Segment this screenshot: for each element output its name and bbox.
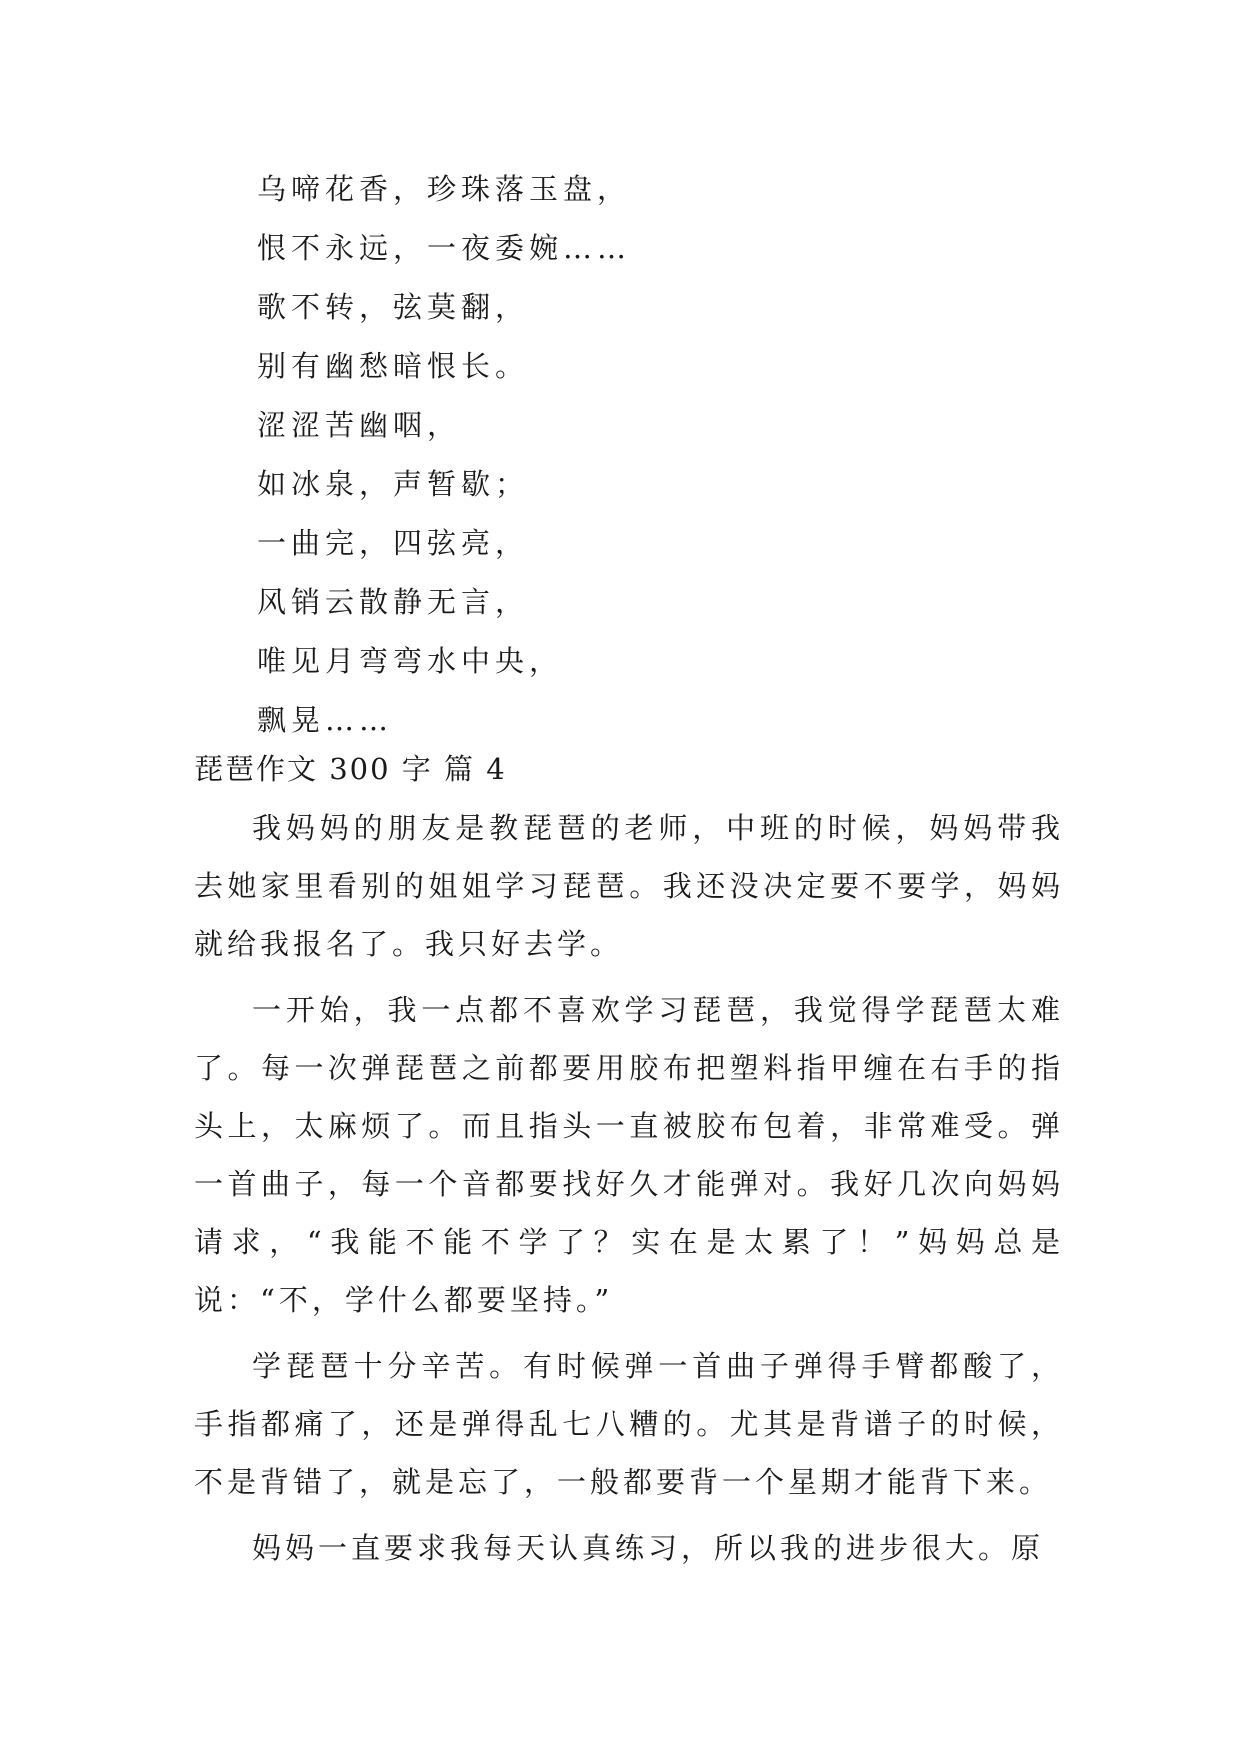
section-heading: 琵琶作文 300 字 篇 4 bbox=[194, 752, 507, 786]
poem-line: 飘晃…… bbox=[257, 703, 394, 737]
poem-line: 涩涩苦幽咽， bbox=[257, 408, 462, 442]
poem-block bbox=[257, 160, 1057, 750]
paragraph: 学琵琶十分辛苦。有时候弹一首曲子弹得手臂都酸了，手指都痛了，还是弹得乱七八糟的。尤其是背谱子的时候，不是背错了，就是忘了，一般都要背一个星期才能背下来。 bbox=[194, 1349, 1064, 1499]
poem-line: 歌不转，弦莫翻， bbox=[257, 290, 530, 324]
poem-line: 唯见月弯弯水中央， bbox=[257, 644, 564, 678]
poem-line: 一曲完，四弦亮， bbox=[257, 526, 530, 560]
paragraph: 妈妈一直要求我每天认真练习，所以我的进步很大。原 bbox=[252, 1531, 1045, 1565]
essay-body bbox=[194, 799, 1064, 1585]
poem-line: 风销云散静无言， bbox=[257, 585, 530, 619]
paragraph: 一开始，我一点都不喜欢学习琵琶，我觉得学琵琶太难了。每一次弹琵琶之前都要用胶布把塑料指甲缠在右手的指头上，太麻烦了。而且指头一直被胶布包着，非常难受。弹一首曲子，每一个音都要找好久才能弹对。我好几次向妈妈请求，“我能不能不学了？实在是太累了！”妈妈总是说：“不，学什么都要坚持。” bbox=[194, 993, 1064, 1317]
poem-line: 乌啼花香，珍珠落玉盘， bbox=[257, 172, 632, 206]
poem-line: 如冰泉，声暂歇； bbox=[257, 467, 530, 501]
poem-line: 别有幽愁暗恨长。 bbox=[257, 349, 530, 383]
poem-line: 恨不永远，一夜委婉…… bbox=[257, 231, 632, 265]
paragraph: 我妈妈的朋友是教琵琶的老师，中班的时候，妈妈带我去她家里看别的姐姐学习琵琶。我还没决定要不要学，妈妈就给我报名了。我只好去学。 bbox=[194, 811, 1064, 961]
